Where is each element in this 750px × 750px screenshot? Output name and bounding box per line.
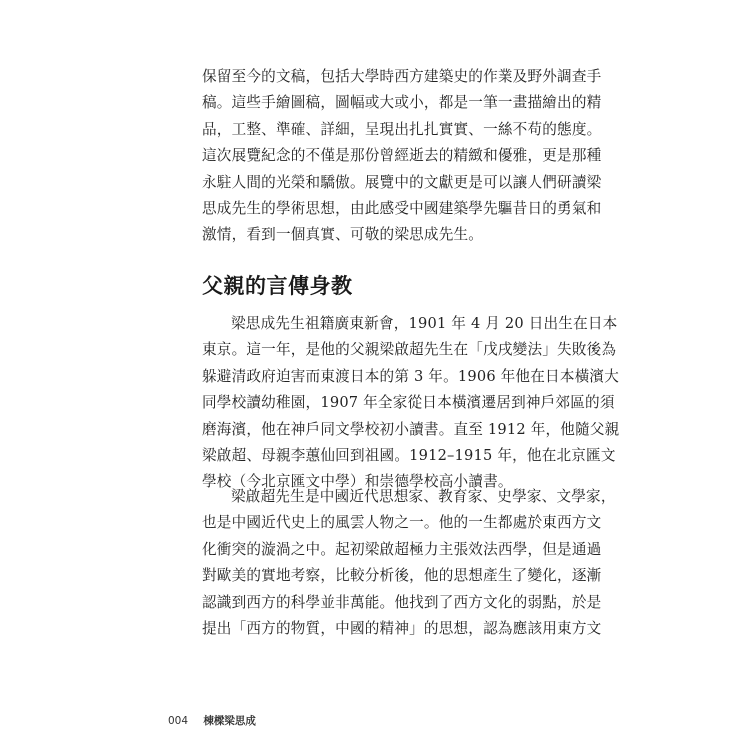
body-paragraph-2 bbox=[202, 484, 616, 642]
text-line: 對歐美的實地考察，比較分析後，他的思想產生了變化，逐漸 bbox=[202, 567, 602, 585]
text-line: 思成先生的學術思想，由此感受中國建築學先驅昔日的勇氣和 bbox=[202, 200, 602, 218]
page-number: 004 bbox=[168, 715, 189, 727]
text-line: 躲避清政府迫害而東渡日本的第 3 年。1906 年他在日本橫濱大 bbox=[202, 367, 619, 385]
intro-paragraph bbox=[202, 64, 602, 249]
section-heading: 父親的言傳身教 bbox=[202, 274, 353, 298]
text-line: 認識到西方的科學並非萬能。他找到了西方文化的弱點，於是 bbox=[202, 593, 602, 611]
text-line: 永駐人間的光榮和驕傲。展覽中的文獻更是可以讓人們研讀梁 bbox=[202, 173, 602, 191]
text-line: 梁思成先生祖籍廣東新會，1901 年 4 月 20 日出生在日本 bbox=[231, 315, 618, 332]
text-line: 同學校讀幼稚園，1907 年全家從日本橫濱遷居到神戶郊區的須 bbox=[202, 394, 615, 412]
text-line: 梁啟超先生是中國近代思想家、教育家、史學家、文學家， bbox=[231, 488, 616, 505]
text-line: 激情，看到一個真實、可敬的梁思成先生。 bbox=[202, 226, 484, 244]
text-line: 提出「西方的物質，中國的精神」的思想，認為應該用東方文 bbox=[202, 620, 602, 638]
text-line: 梁啟超、母親李蕙仙回到祖國。1912–1915 年，他在北京匯文 bbox=[202, 447, 616, 465]
book-title: 棟樑梁思成 bbox=[203, 715, 256, 727]
text-line: 這次展覽紀念的不僅是那份曾經逝去的精緻和優雅，更是那種 bbox=[202, 147, 602, 165]
text-line: 稿。這些手繪圖稿，圖幅或大或小，都是一筆一畫描繪出的精 bbox=[202, 94, 602, 112]
text-line: 保留至今的文稿，包括大學時西方建築史的作業及野外調查手 bbox=[202, 68, 602, 85]
text-line: 學校（今北京匯文中學）和崇德學校高小讀書。 bbox=[202, 473, 513, 491]
text-line: 品，工整、準確、詳細，呈現出扎扎實實、一絲不苟的態度。 bbox=[202, 120, 602, 138]
text-line: 化衝突的漩渦之中。起初梁啟超極力主張效法西學，但是通過 bbox=[202, 540, 602, 558]
body-paragraph-1 bbox=[202, 311, 620, 496]
text-line: 也是中國近代史上的風雲人物之一。他的一生都處於東西方文 bbox=[202, 514, 602, 532]
text-line: 東京。這一年，是他的父親梁啟超先生在「戊戌變法」失敗後為 bbox=[202, 341, 617, 359]
page-footer bbox=[168, 713, 256, 728]
text-line: 磨海濱，他在神戶同文學校初小讀書。直至 1912 年，他隨父親 bbox=[202, 420, 620, 438]
